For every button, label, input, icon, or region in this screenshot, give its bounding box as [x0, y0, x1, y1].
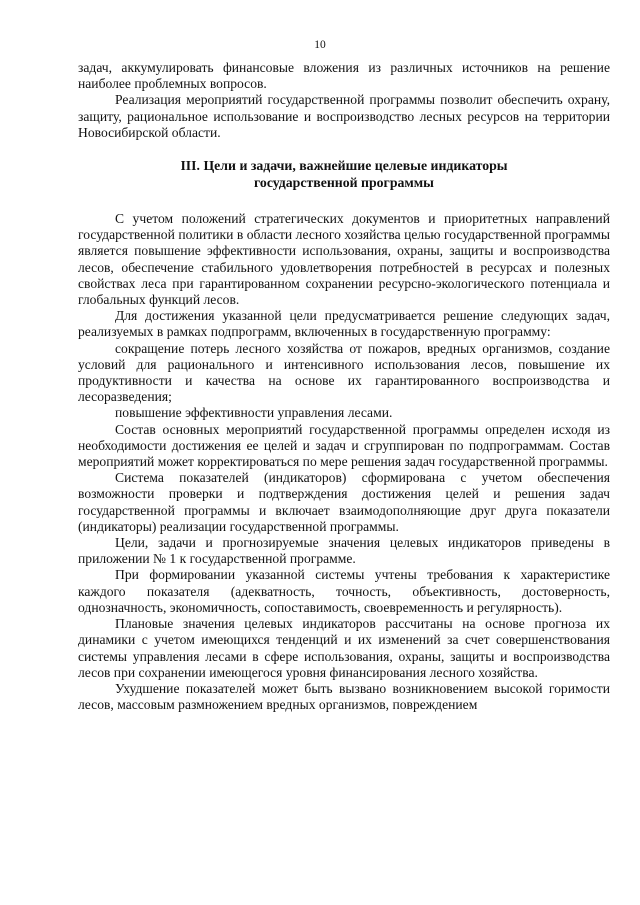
paragraph: Плановые значения целевых индикаторов рассчитаны на основе прогноза их динамики с учетом имеющихся тенденций и их изменений за счет совершенствования системы управления лесами в сфере использования, охраны, защиты и воспроизводства лесов при сохранении имеющегося уровня финансирования лесного хозяйства.	[78, 616, 610, 680]
section-heading	[78, 158, 610, 191]
paragraph: Цели, задачи и прогнозируемые значения целевых индикаторов приведены в приложении № 1 к государственной программе.	[78, 535, 610, 567]
paragraph: При формировании указанной системы учтены требования к характеристике каждого показателя (адекватность, точность, объективность, достоверность, однозначность, экономичность, сопоставимость, своевременность и регулярность).	[78, 567, 610, 615]
paragraph: Состав основных мероприятий государственной программы определен исходя из необходимости достижения ее целей и задач и сгруппирован по подпрограммам. Состав мероприятий может корректироваться по мере решения задач государственной программы.	[78, 421, 610, 470]
paragraph: задач, аккумулировать финансовые вложения из различных источников на решение наиболее проблемных вопросов.	[78, 60, 610, 92]
paragraph: Для достижения указанной цели предусматривается решение следующих задач, реализуемых в рамках подпрограмм, включенных в государственную программу:	[78, 308, 610, 340]
page-number: 10	[314, 39, 326, 51]
paragraph: сокращение потерь лесного хозяйства от пожаров, вредных организмов, создание условий для рационального и интенсивного использования лесов, повышение их продуктивности и качества на основе их гарантированного воспроизводства и лесоразведения;	[78, 340, 610, 405]
document-body	[78, 60, 610, 713]
paragraph: С учетом положений стратегических документов и приоритетных направлений государственной политики в области лесного хозяйства целью государственной программы является повышение эффективности использования, охраны, защиты и воспроизводства лесов, обеспечение стабильного удовлетворения потребностей в ресурсах и полезных свойствах леса при гарантированном сохранении ресурсно-экологического потенциала и глобальных функций лесов.	[78, 211, 610, 308]
section-heading-line: государственной программы	[254, 174, 434, 190]
paragraph: Реализация мероприятий государственной программы позволит обеспечить охрану, защиту, рациональное использование и воспроизводство лесных ресурсов на территории Новосибирской области.	[78, 92, 610, 140]
paragraph: Система показателей (индикаторов) сформирована с учетом обеспечения возможности проверки и подтверждения достижения целей и решения задач государственной программы и включает взаимодополняющие друг друга показатели (индикаторы) реализации государственной программы.	[78, 470, 610, 534]
paragraph: повышение эффективности управления лесами.	[115, 405, 393, 421]
paragraph: Ухудшение показателей может быть вызвано возникновением высокой горимости лесов, массовым размножением вредных организмов, повреждением	[78, 680, 610, 713]
section-heading-line: III. Цели и задачи, важнейшие целевые индикаторы	[180, 158, 508, 174]
